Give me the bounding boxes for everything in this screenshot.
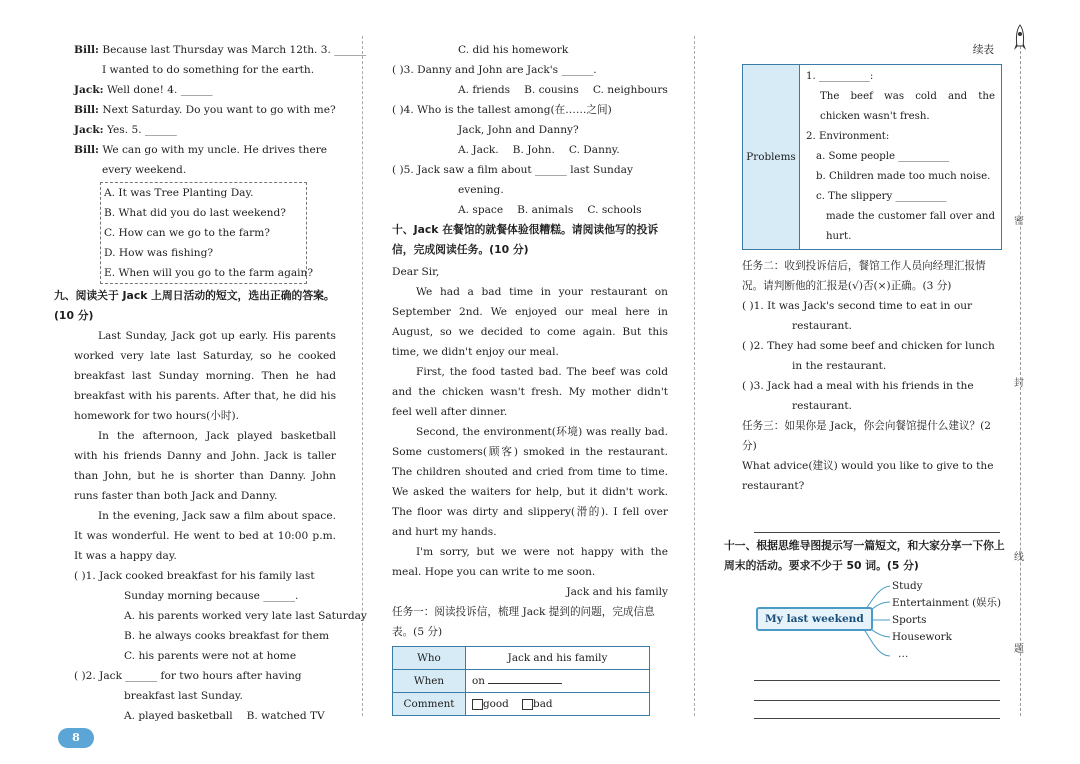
passage-paragraph: In the afternoon, Jack played basketball with his friends Danny and John. Jack is taller than John, but he is shorter than Danny. John runs faster than both Jack and Danny. (74, 430, 336, 502)
t2-question: ( )2. They had some beef and chicken for lunch (742, 340, 995, 352)
t2-question: ( )1. It was Jack's second time to eat in our (742, 300, 973, 312)
problem-line: a. Some people __________ (816, 151, 950, 162)
advice-question: What advice(建议) would you like to give to the restaurant? (742, 460, 994, 492)
dialogue-line: I wanted to do something for the earth. (102, 64, 315, 76)
writing-line[interactable] (754, 718, 1000, 719)
question-3: ( )3. Danny and John are Jack's ______. (392, 64, 597, 76)
question-5: ( )5. Jack saw a film about ______ last Sunday (392, 164, 633, 176)
mindmap-branch: Sports (892, 614, 927, 626)
dialogue-line: Jack: Yes. 5. ______ (74, 124, 177, 136)
letter-paragraph: First, the food tasted bad. The beef was cold and the chicken wasn't fresh. My mother didn't feel well after dinner. (392, 366, 668, 418)
answer-option: C. did his homework (458, 44, 569, 56)
dialogue-line: Bill: Next Saturday. Do you want to go with me? (74, 104, 336, 116)
task-3-title: 任务三：如果你是 Jack，你会向餐馆提什么建议？(2 分) (742, 420, 992, 452)
mindmap-branch: … (898, 648, 909, 660)
problems-cell (800, 65, 1002, 250)
section-10-title: 十、Jack 在餐馆的就餐体验很糟糕。请阅读他写的投诉信，完成阅读任务。(10 分) (392, 223, 659, 256)
dialogue-line: Jack: Well done! 4. ______ (74, 84, 213, 96)
option-item: E. When will you go to the farm again? (104, 267, 314, 279)
answer-options: A. played basketball B. watched TV (124, 710, 325, 722)
table-label: Comment (393, 693, 466, 716)
passage-paragraph: Last Sunday, Jack got up early. His parents worked very late last Saturday, so he cooked breakfast last Sunday morning. Then he had breakfast with his parents. After that, he did his homework for two hours(小时). (74, 330, 336, 422)
problem-line: c. The slippery __________ (816, 191, 947, 202)
letter-paragraph: Second, the environment(环境) was really bad. Some customers(顾客) smoked in the restaurant. The children shouted and cried from time to time. We asked the waiters for help, but it didn't work. The floor was dirty and slippery(滑的). I fell over and hurt my hands. (392, 426, 668, 538)
section-11-title: 十一、根据思维导图提示写一篇短文，和大家分享一下你上周末的活动。要求不少于 50 词。(5 分) (724, 539, 1005, 572)
option-item: D. How was fishing? (104, 247, 214, 259)
mindmap-center: My last weekend (756, 607, 873, 631)
table-label: Who (393, 647, 466, 670)
options-box (100, 182, 314, 284)
binding-char: 封 (1014, 378, 1024, 389)
option-item: A. It was Tree Planting Day. (104, 187, 254, 199)
column-middle (392, 40, 668, 716)
binding-char: 题 (1014, 644, 1024, 655)
mindmap-branch: Study (892, 580, 923, 592)
answer-option: B. he always cooks breakfast for them (124, 630, 330, 642)
column-left (54, 40, 367, 726)
question-text: Sunday morning because ______. (124, 590, 299, 602)
continued-label: 续表 (972, 44, 994, 56)
answer-options: A. friends B. cousins C. neighbours (458, 84, 668, 96)
question-2: ( )2. Jack ______ for two hours after having (74, 670, 302, 682)
problem-line: 2. Environment: (806, 131, 890, 142)
table-label: When (393, 670, 466, 693)
page-number: 8 (58, 728, 94, 748)
section-9-title: 九、阅读关于 Jack 上周日活动的短文，选出正确的答案。(10 分) (54, 289, 335, 322)
question-text: restaurant. (792, 320, 852, 332)
option-item: B. What did you do last weekend? (104, 207, 286, 219)
table-value[interactable]: on (466, 670, 650, 693)
checkbox-good[interactable] (472, 699, 483, 710)
table-label: Problems (743, 65, 800, 250)
task-2-title: 任务二：收到投诉信后，餐馆工作人员向经理汇报情况。请判断他的汇报是(√)否(×)正确。(3 分) (742, 260, 986, 292)
problems-table (742, 64, 1002, 250)
question-4: ( )4. Who is the tallest among(在……之间) (392, 104, 612, 116)
letter-signature: Jack and his family (566, 586, 668, 598)
question-text: evening. (458, 184, 504, 196)
mindmap-branch: Entertainment (娱乐) (892, 597, 1002, 609)
question-text: breakfast last Sunday. (124, 690, 243, 702)
mindmap-branches (892, 578, 1001, 663)
passage-paragraph: In the evening, Jack saw a film about space. It was wonderful. He went to bed at 10:00 p.m. It was a happy day. (74, 510, 336, 562)
letter-paragraph: We had a bad time in your restaurant on September 2nd. We enjoyed our meal here in August, so we decided to come again. But this time, we didn't enjoy our meal. (392, 286, 668, 358)
answer-option: C. his parents were not at home (124, 650, 297, 662)
column-right (742, 40, 1004, 496)
dialogue-line: Bill: Because last Thursday was March 12th. 3. ______ (74, 44, 367, 56)
checkbox-bad[interactable] (522, 699, 533, 710)
answer-line[interactable] (754, 532, 1000, 533)
question-text: in the restaurant. (792, 360, 887, 372)
task-1-title: 任务一：阅读投诉信，梳理 Jack 提到的问题，完成信息表。(5 分) (392, 606, 655, 638)
info-table (392, 646, 650, 716)
binding-char: 线 (1014, 552, 1024, 563)
problem-line: made the customer fall over and hurt. (826, 211, 995, 242)
binding-char: 密 (1014, 216, 1024, 227)
writing-line[interactable] (754, 680, 1000, 681)
letter-salutation: Dear Sir, (392, 266, 440, 278)
question-text: Jack, John and Danny? (458, 124, 579, 136)
problem-line: 1. __________: (806, 71, 874, 82)
answer-options: A. space B. animals C. schools (458, 204, 642, 216)
writing-line[interactable] (754, 700, 1000, 701)
mindmap-branch: Housework (892, 631, 952, 643)
mindmap (756, 607, 873, 631)
dialogue-line: every weekend. (102, 164, 187, 176)
problem-line: b. Children made too much noise. (816, 171, 991, 182)
option-item: C. How can we go to the farm? (104, 227, 270, 239)
table-value: Jack and his family (466, 647, 650, 670)
problem-line: The beef was cold and the chicken wasn't fresh. (820, 91, 995, 122)
question-1: ( )1. Jack cooked breakfast for his family last (74, 570, 315, 582)
t2-question: ( )3. Jack had a meal with his friends in the (742, 380, 974, 392)
question-text: restaurant. (792, 400, 852, 412)
column-divider (694, 36, 695, 716)
dialogue-line: Bill: We can go with my uncle. He drives there (74, 144, 328, 156)
comment-choices: good bad (466, 693, 650, 716)
answer-option: A. his parents worked very late last Saturday (124, 610, 367, 622)
letter-paragraph: I'm sorry, but we were not happy with the meal. Hope you can write to me soon. (392, 546, 668, 578)
answer-options: A. Jack. B. John. C. Danny. (458, 144, 620, 156)
rocket-icon (1012, 24, 1028, 54)
